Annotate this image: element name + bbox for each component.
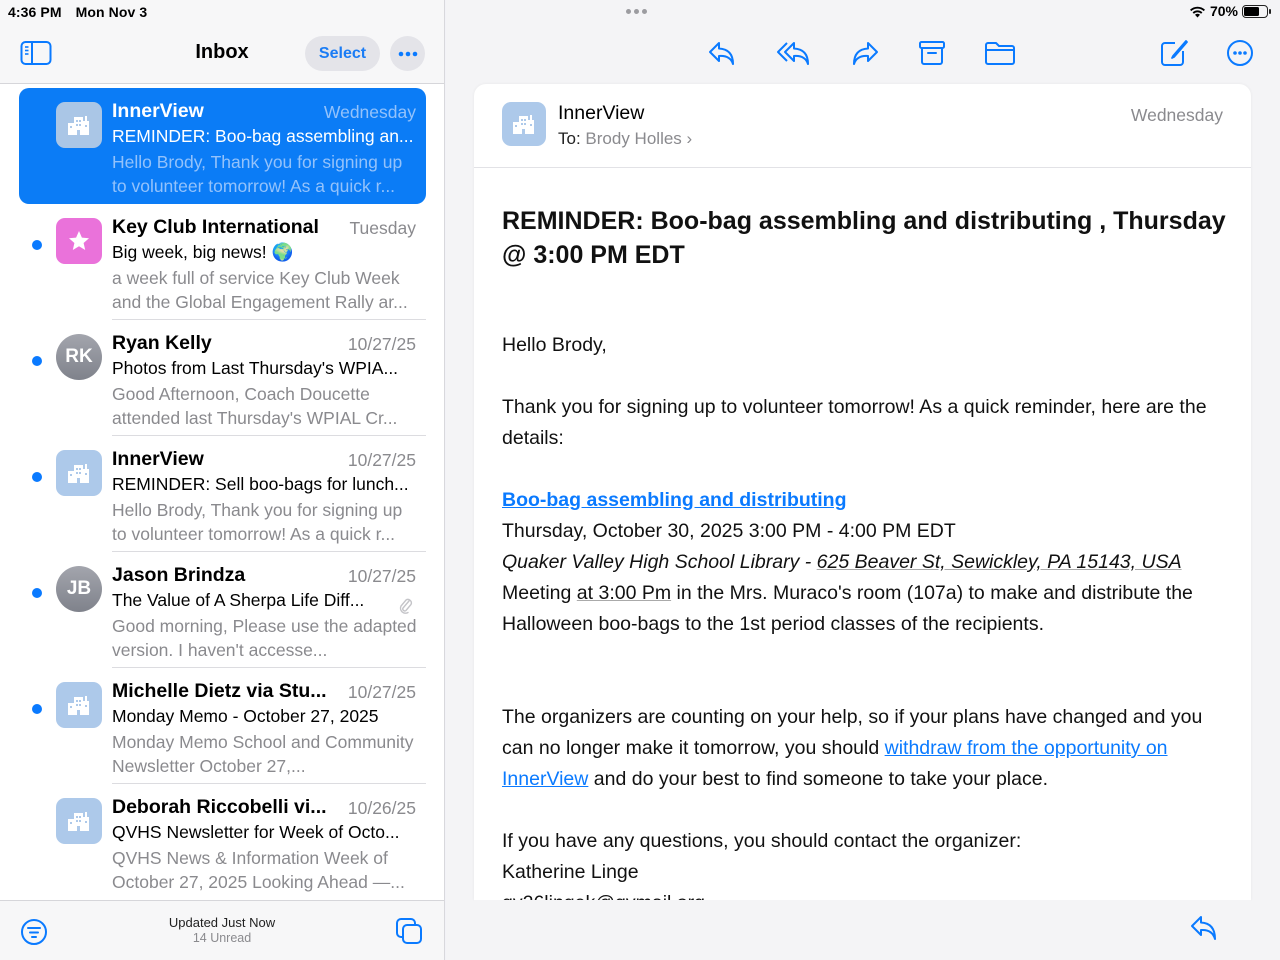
message-row[interactable] [19, 320, 426, 436]
withdraw-link[interactable]: withdraw from the opportunity on InnerView [502, 737, 1168, 790]
wifi-icon [1189, 5, 1206, 18]
sidebar-toggle-icon [20, 40, 52, 66]
message-subject: REMINDER: Boo-bag assembling an... [112, 126, 414, 146]
star-icon [67, 229, 91, 253]
message-row[interactable] [19, 668, 426, 784]
stacked-windows-button[interactable] [395, 917, 423, 945]
multitasking-handle[interactable] [626, 9, 647, 14]
compose-button[interactable] [1157, 37, 1191, 69]
select-button[interactable]: Select [305, 36, 380, 71]
archive-button[interactable] [915, 37, 949, 69]
meeting-details [502, 578, 1232, 640]
list-header [0, 0, 444, 84]
battery-icon [1242, 5, 1268, 18]
sender-name[interactable]: InnerView [558, 102, 645, 124]
message-sender: Michelle Dietz via Stu... [112, 680, 327, 702]
intro-paragraph: Thank you for signing up to volunteer tomorrow! As a quick reminder, here are the details: [502, 396, 1207, 449]
attachment-indicator [398, 596, 412, 614]
status-bar-left [8, 4, 157, 20]
organizers-text-end: and do your best to find someone to take your place. [588, 768, 1048, 790]
meeting-time-link[interactable]: at 3:00 Pm [576, 582, 672, 604]
forward-button[interactable] [848, 37, 882, 69]
status-time: 4:36 PM [8, 4, 62, 20]
quick-reply-button[interactable] [1189, 914, 1221, 944]
ellipsis-icon [398, 51, 418, 57]
message-card [474, 84, 1251, 900]
organizers-paragraph [502, 702, 1232, 795]
mailbox-title: Inbox [195, 41, 249, 63]
message-subject: Monday Memo - October 27, 2025 [112, 706, 379, 726]
forward-icon [850, 40, 880, 66]
event-location [502, 547, 1232, 578]
building-icon [67, 115, 91, 135]
message-sender: InnerView [112, 448, 204, 470]
archive-icon [918, 40, 946, 66]
sender-avatar [56, 682, 102, 728]
message-sender: Key Club International [112, 216, 319, 238]
sender-avatar: RK [56, 334, 102, 380]
attachment-icon [398, 596, 412, 614]
message-subject: The Value of A Sherpa Life Diff... [112, 590, 365, 610]
sidebar-toggle-button[interactable] [20, 40, 52, 66]
message-date: 10/27/25 [347, 566, 416, 586]
message-row[interactable] [19, 552, 426, 668]
sender-avatar [56, 798, 102, 844]
message-subject: QVHS Newsletter for Week of Octo... [112, 822, 400, 842]
location-name: Quaker Valley High School Library - [502, 551, 817, 573]
message-date: 10/27/25 [347, 334, 416, 354]
reply-all-icon [776, 40, 812, 66]
message-date: Tuesday [349, 218, 416, 238]
message-list [0, 84, 444, 900]
greeting: Hello Brody, [502, 334, 607, 356]
reply-icon [1189, 914, 1219, 942]
compose-icon [1159, 39, 1189, 67]
message-date: 10/27/25 [347, 450, 416, 470]
list-footer [0, 900, 444, 960]
status-bar-right [1189, 3, 1268, 19]
update-status: Updated Just Now [168, 915, 276, 930]
message-preview: Monday Memo School and Community Newsletter October 27,... [112, 732, 414, 776]
message-body [502, 204, 1232, 919]
questions-line: If you have any questions, you should contact the organizer: [502, 830, 1022, 852]
meeting-text-start: Meeting [502, 582, 577, 604]
recipient-name: Brody Holles [585, 129, 682, 148]
reply-button[interactable] [705, 37, 739, 69]
message-bottom-bar [474, 900, 1251, 960]
unread-dot [32, 240, 42, 250]
message-preview: QVHS News & Information Week of October 27, 2025 Looking Ahead —... [112, 848, 405, 892]
organizer-name: Katherine Linge [502, 861, 639, 883]
to-label: To: [558, 129, 581, 148]
message-sender: Ryan Kelly [112, 332, 212, 354]
message-row[interactable] [19, 436, 426, 552]
list-more-button[interactable] [390, 36, 425, 71]
message-preview: Hello Brody, Thank you for signing up to volunteer tomorrow! As a quick r... [112, 152, 403, 196]
message-date: 10/26/25 [347, 798, 416, 818]
message-preview: a week full of service Key Club Week and the Global Engagement Rally ar... [112, 268, 408, 312]
organizers-text-start: The organizers are counting on your help, so if your plans have changed and you can no longer make it tomorrow, you should [502, 706, 1203, 759]
message-row[interactable] [19, 784, 426, 900]
building-icon [67, 811, 91, 831]
message-sender: Deborah Riccobelli vi... [112, 796, 327, 818]
message-date: Wednesday [1130, 105, 1223, 125]
message-date: 10/27/25 [347, 682, 416, 702]
message-subject: Big week, big news! 🌍 [112, 242, 294, 262]
message-preview: Good morning, Please use the adapted version. I haven't accesse... [112, 616, 417, 660]
message-row[interactable] [19, 88, 426, 204]
recipient-line[interactable] [558, 129, 692, 149]
sender-avatar [56, 218, 102, 264]
message-sender: Jason Brindza [112, 564, 246, 586]
more-circle-icon [1226, 39, 1254, 67]
message-header [474, 84, 1251, 168]
event-time: Thursday, October 30, 2025 3:00 PM - 4:00 PM EDT [502, 520, 956, 542]
event-link[interactable]: Boo-bag assembling and distributing [502, 489, 847, 511]
unread-dot [32, 356, 42, 366]
unread-dot [32, 472, 42, 482]
meeting-text-end: in the Mrs. Muraco's room (107a) to make and distribute the Halloween boo-bags to the 1st period classes of the recipients. [502, 582, 1193, 635]
unread-dot [32, 704, 42, 714]
message-preview: Good Afternoon, Coach Doucette attended last Thursday's WPIAL Cr... [112, 384, 398, 428]
message-sender: InnerView [112, 100, 204, 122]
message-subject: REMINDER: Boo-bag assembling and distributing , Thursday @ 3:00 PM EDT [502, 207, 1226, 269]
message-subject: Photos from Last Thursday's WPIA... [112, 358, 399, 378]
folder-icon [984, 40, 1016, 66]
sender-avatar [56, 450, 102, 496]
stacked-windows-icon [395, 917, 423, 945]
sender-avatar [502, 102, 546, 146]
message-date: Wednesday [323, 102, 416, 122]
building-icon [512, 114, 536, 134]
address-link[interactable]: 625 Beaver St, Sewickley, PA 15143, USA [816, 551, 1182, 573]
message-subject: REMINDER: Sell boo-bags for lunch... [112, 474, 409, 494]
building-icon [67, 463, 91, 483]
reply-icon [707, 40, 737, 66]
chevron-right-icon: › [686, 129, 693, 148]
reply-all-button[interactable] [774, 37, 814, 69]
sender-avatar [56, 102, 102, 148]
building-icon [67, 695, 91, 715]
move-to-folder-button[interactable] [983, 37, 1017, 69]
battery-percent: 70% [1209, 3, 1238, 19]
message-detail-pane [446, 0, 1280, 960]
sender-avatar: JB [56, 566, 102, 612]
unread-dot [32, 588, 42, 598]
message-preview: Hello Brody, Thank you for signing up to volunteer tomorrow! As a quick r... [112, 500, 403, 544]
message-row[interactable] [19, 204, 426, 320]
message-more-button[interactable] [1223, 37, 1257, 69]
message-list-pane [0, 0, 445, 960]
unread-count: 14 Unread [192, 931, 252, 945]
status-date: Mon Nov 3 [75, 4, 148, 20]
